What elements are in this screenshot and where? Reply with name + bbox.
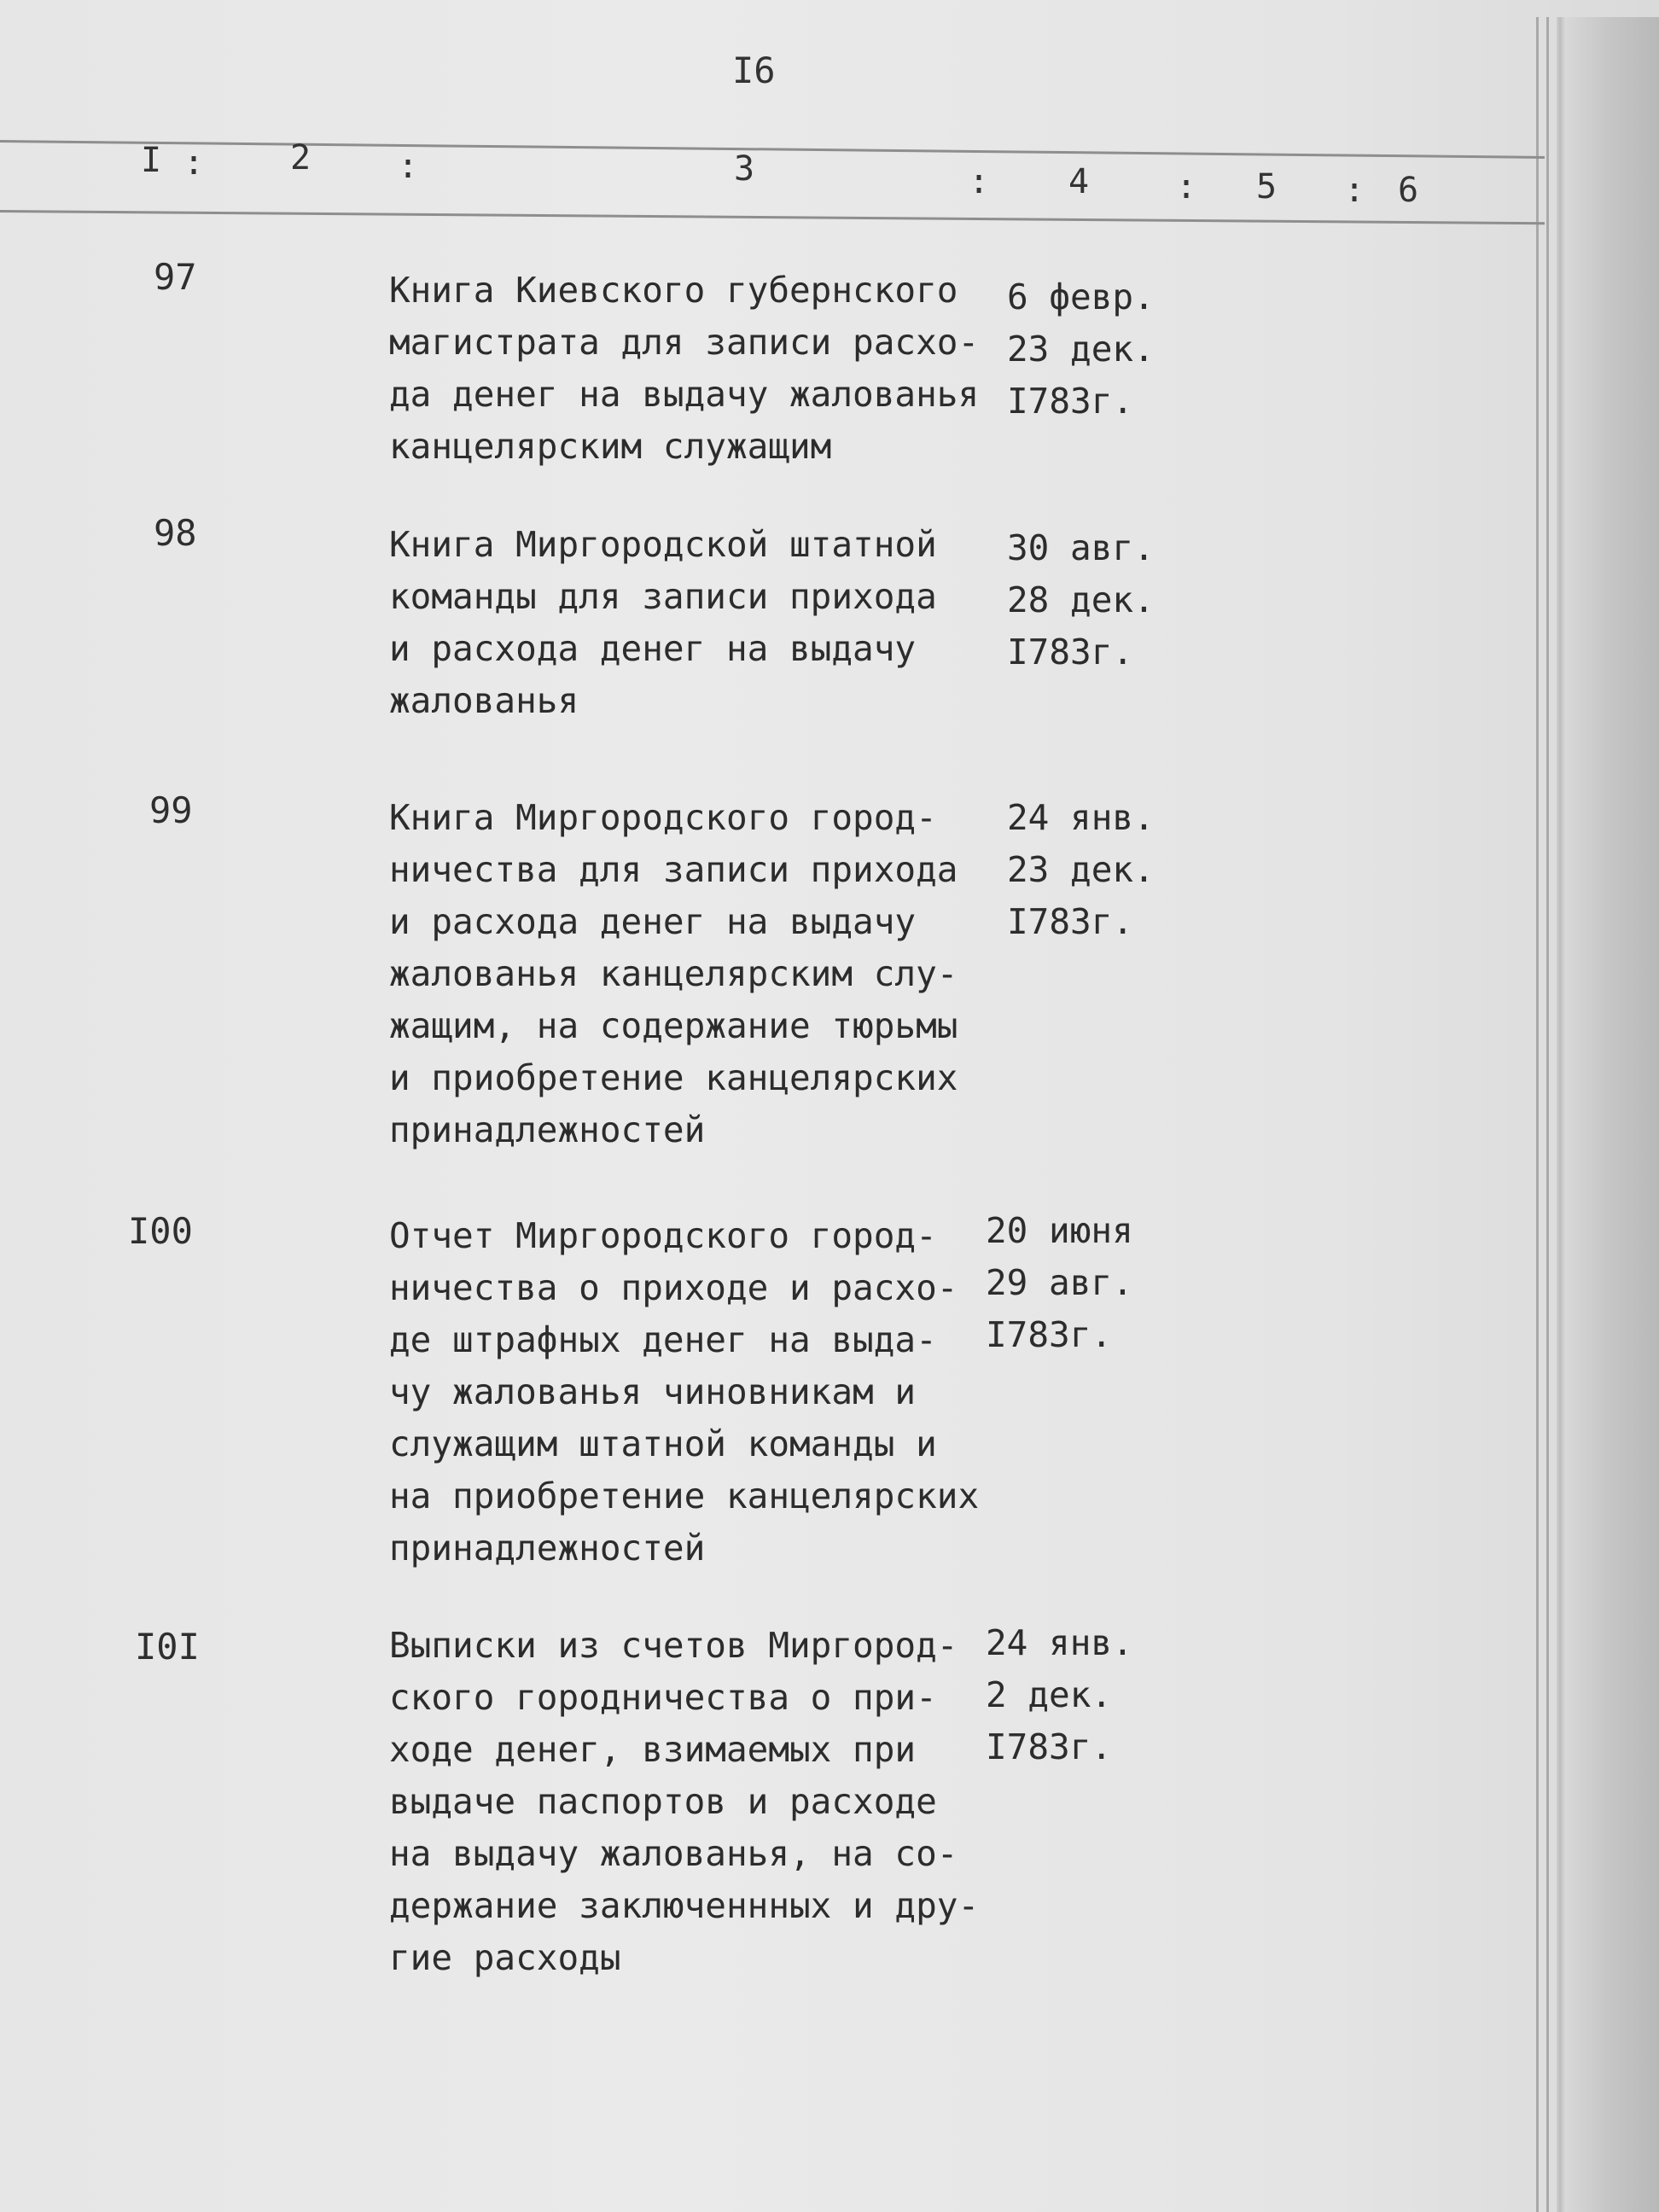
description-line: жащим, на содержание тюрьмы — [389, 1005, 958, 1046]
description-line: команды для записи прихода — [389, 576, 937, 617]
description-line: и приобретение канцелярских — [389, 1057, 958, 1098]
description-line: да денег на выдачу жалованья — [389, 374, 980, 415]
date-year: I783г. — [1007, 901, 1134, 942]
column-label-3: 3 — [734, 149, 755, 189]
column-label-2: 2 — [290, 138, 311, 178]
description-line: выдаче паспортов и расходе — [389, 1781, 937, 1822]
date-year: I783г. — [986, 1314, 1113, 1355]
column-label-6: 6 — [1398, 171, 1419, 210]
date-year: I783г. — [1007, 381, 1134, 422]
description-line: принадлежностей — [389, 1528, 706, 1569]
date-year: I783г. — [986, 1726, 1113, 1767]
column-label-5: 5 — [1256, 167, 1278, 207]
page-number: I6 — [732, 49, 776, 91]
description-line: жалованья канцелярским слу- — [389, 953, 958, 994]
entry-number: 99 — [149, 789, 193, 831]
entry-description — [389, 792, 958, 1156]
description-line: на выдачу жалованья, на со- — [389, 1833, 958, 1874]
column-separator: : — [1344, 171, 1365, 210]
description-line: де штрафных денег на выда- — [389, 1319, 937, 1360]
column-label-1: I — [141, 141, 162, 180]
description-line: Выписки из счетов Миргород- — [389, 1625, 958, 1666]
date-end: 23 дек. — [1007, 329, 1155, 370]
description-line: и расхода денег на выдачу — [389, 628, 917, 669]
date-start: 30 авг. — [1007, 527, 1155, 568]
date-start: 20 июня — [986, 1210, 1133, 1251]
page-edge-line — [1536, 17, 1539, 2212]
description-line: Книга Киевского губернского — [389, 270, 958, 311]
entry-number: 97 — [154, 256, 197, 298]
description-line: ничества о приходе и расхо- — [389, 1267, 958, 1308]
column-separator: : — [398, 147, 419, 186]
entry-number: I0I — [135, 1626, 200, 1668]
entry-description — [389, 265, 979, 473]
description-line: служащим штатной команды и — [389, 1423, 937, 1464]
date-year: I783г. — [1007, 632, 1134, 672]
entry-dates — [1007, 271, 1155, 428]
date-start: 6 февр. — [1007, 276, 1155, 317]
description-line: Книга Миргородского город- — [389, 797, 937, 838]
header-bottom-rule — [0, 210, 1545, 224]
date-end: 28 дек. — [1007, 579, 1155, 620]
entry-dates — [986, 1205, 1133, 1361]
entry-number: I00 — [128, 1210, 193, 1252]
description-line: ничества для записи прихода — [389, 849, 958, 890]
column-separator: : — [969, 162, 990, 201]
description-line: магистрата для записи расхо- — [389, 322, 980, 363]
entry-dates — [1007, 792, 1155, 948]
description-line: и расхода денег на выдачу — [389, 901, 917, 942]
description-line: Книга Миргородской штатной — [389, 524, 937, 565]
date-end: 29 авг. — [986, 1262, 1133, 1303]
entry-number: 98 — [154, 512, 197, 554]
description-line: чу жалованья чиновникам и — [389, 1371, 917, 1412]
entry-dates — [986, 1617, 1133, 1773]
description-line: жалованья — [389, 680, 579, 721]
date-end: 2 дек. — [986, 1674, 1113, 1715]
date-start: 24 янв. — [1007, 797, 1155, 838]
entry-description — [389, 519, 937, 727]
description-line: держание заключеннных и дру- — [389, 1885, 980, 1926]
description-line: ского городничества о при- — [389, 1677, 937, 1718]
entry-dates — [1007, 522, 1155, 678]
description-line: принадлежностей — [389, 1109, 706, 1150]
date-end: 23 дек. — [1007, 849, 1155, 890]
header-top-rule — [0, 140, 1545, 159]
description-line: ходе денег, взимаемых при — [389, 1729, 917, 1770]
column-label-4: 4 — [1068, 162, 1090, 201]
page-edge-line — [1546, 17, 1549, 2212]
description-line: на приобретение канцелярских — [389, 1476, 980, 1516]
entry-description — [389, 1620, 979, 1984]
stacked-page-edges — [1557, 17, 1659, 2212]
description-line: канцелярским служащим — [389, 426, 832, 467]
date-start: 24 янв. — [986, 1622, 1133, 1663]
column-separator: : — [183, 143, 205, 183]
entry-description — [389, 1210, 979, 1575]
description-line: гие расходы — [389, 1937, 621, 1978]
column-separator: : — [1176, 167, 1197, 207]
description-line: Отчет Миргородского город- — [389, 1215, 937, 1256]
